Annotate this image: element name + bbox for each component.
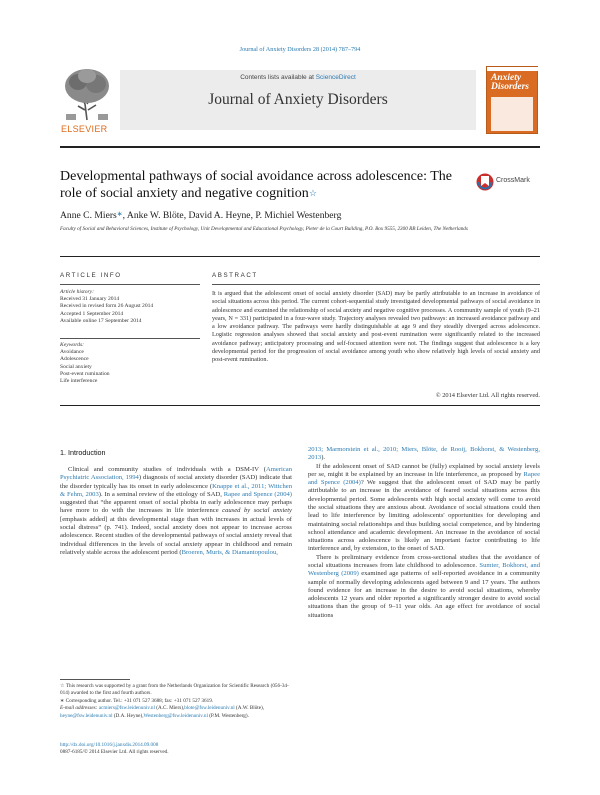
abstract-heading: ABSTRACT <box>212 272 258 279</box>
journal-banner <box>120 70 476 130</box>
corresponding-author-footnote: ∗ Corresponding author. Tel.: +31 071 527 3688; fax: +31 071 527 3619. <box>60 697 214 704</box>
body-text: ). In a seminal review of the etiology of SAD, <box>98 490 224 498</box>
intro-paragraph <box>60 466 292 557</box>
crossmark-label: CrossMark <box>496 177 530 184</box>
body-column-left <box>60 466 292 557</box>
keywords-rule <box>60 338 200 339</box>
journal-citation[interactable]: Journal of Anxiety Disorders 28 (2014) 787–794 <box>239 46 361 53</box>
keywords-label: Keywords: <box>60 342 85 348</box>
email-link[interactable]: acmiers@fsw.leidenuniv.nl <box>98 705 155 712</box>
body-text: suggested that “the apparent onset of social phobia in early adolescence may perhaps have more to do with the increases in life interference <box>60 499 292 515</box>
emphasis-text: caused by social anxiety <box>222 507 292 515</box>
crossmark-icon <box>476 172 494 192</box>
author-name: P. Michiel Westenberg <box>255 210 342 221</box>
title-footnote-mark[interactable]: ☆ <box>308 188 317 198</box>
abstract-rule <box>212 284 540 285</box>
author-name: David A. Heyne <box>188 210 251 221</box>
journal-name: Journal of Anxiety Disorders <box>208 91 388 108</box>
info-rule <box>60 284 200 285</box>
cover-content-block <box>491 97 533 131</box>
keywords <box>60 342 200 385</box>
abstract-copyright: © 2014 Elsevier Ltd. All rights reserved. <box>435 392 540 399</box>
journal-cover-thumbnail <box>486 66 538 134</box>
citation-link[interactable]: American Psychiatric Association, 1994 <box>60 466 292 482</box>
funding-footnote: ☆ This research was supported by a grant from the Netherlands Organization for Scientific Research (056-34-014) awarded to the first and fourth authors. <box>60 683 289 697</box>
email-owner: (P.M. Westenberg). <box>207 712 249 719</box>
body-text: If the adolescent onset of SAD cannot be (fully) explained by social anxiety levels per se, might it be explained by an increase in life interference, as proposed by <box>308 462 540 478</box>
keyword: Adolescence <box>60 356 89 363</box>
history-item: Received 31 January 2014 <box>60 296 120 303</box>
citation-link[interactable]: Broeren, Muris, & Diamantopoulou, <box>181 548 278 556</box>
contents-line <box>120 74 476 81</box>
body-text: Clinical and community studies of individuals with a DSM-IV ( <box>68 466 266 473</box>
article-title-text: Developmental pathways of social avoidance across adolescence: The role of social anxiety and negative cognition <box>60 169 452 201</box>
cover-title: Anxiety Disorders <box>491 73 530 92</box>
history-item: Received in revised form 26 August 2014 <box>60 303 154 310</box>
footnotes <box>60 683 292 720</box>
history-item: Accepted 1 September 2014 <box>60 310 124 317</box>
sciencedirect-link[interactable]: ScienceDirect <box>315 74 356 81</box>
publisher-name: ELSEVIER <box>61 124 108 134</box>
body-text: [emphasis added] at this developmental stage than with increases in actual levels of social distress” (p. 741). Indeed, social anxiety does not appear to increase across adolescence. Recent studies of the developmental pathways of social anxiety reveal that individual differences in the levels of social anxiety appear in childhood and remain relatively stable across the adolescent period ( <box>60 515 292 556</box>
article-title <box>60 168 470 202</box>
citation-link[interactable]: Sumter, Bokhorst, and Westenberg (2009) <box>308 561 540 578</box>
body-text: ) diagnosis of social anxiety disorder (SAD) indicate that the disorder typically has its onset in early adolescence ( <box>60 474 292 490</box>
citation-link[interactable]: 2013; Marmorstein et al., 2010; Miers, Blöte, de Rooij, Bokhorst, & Westenberg, 2013 <box>308 446 540 462</box>
email-link[interactable]: heyne@fsw.leidenuniv.nl <box>60 712 113 719</box>
body-column-right <box>308 446 540 620</box>
footnote-rule <box>60 679 130 680</box>
intro-paragraph <box>308 554 540 620</box>
contents-prefix: Contents lists available at <box>240 74 316 81</box>
journal-masthead <box>60 64 540 140</box>
citation-link[interactable]: Rapee and Spence (2004) <box>223 490 293 498</box>
body-text: examined age patterns of self-reported avoidance in a community sample of normally developing adolescents aged between 9 and 17 years. The authors found evidence for an increase in the desire to avoid social situations, whereby adolescents 12 years and older reported a significantly stronger desire to avoid social situations than the group of 9–11 year olds. An age effect for avoidance of social situations <box>308 570 540 619</box>
masthead-rule <box>60 146 540 148</box>
crossmark-badge[interactable] <box>476 172 546 192</box>
doi-link[interactable]: http://dx.doi.org/10.1016/j.janxdis.2014.09.008 <box>60 742 159 748</box>
author-affiliation: Faculty of Social and Behavioral Sciences, Institute of Psychology, Unit Developmental and Educational Psychology, Pieter de la Court Building, P.O. Box 9555, 2300 RB Leiden, The Netherlands <box>60 226 468 232</box>
author-list: Anne C. Miers∗, Anke W. Blöte, David A. Heyne, P. Michiel Westenberg <box>60 210 342 221</box>
email-owner: (D.A. Heyne), <box>112 712 144 719</box>
citation-link[interactable]: Knappe et al., 2011; Wittchen & Fehm, 2003 <box>60 482 292 498</box>
keyword: Social anxiety <box>60 363 92 370</box>
intro-paragraph-continued: 2013; Marmorstein et al., 2010; Miers, Blöte, de Rooij, Bokhorst, & Westenberg, 2013). <box>308 446 540 462</box>
keyword: Post-event rumination <box>60 370 110 377</box>
author-name: Anke W. Blöte <box>126 210 184 221</box>
abstract-text: It is argued that the adolescent onset of social anxiety disorder (SAD) may be partly attributable to an increase in avoidance of social situations across this period. The current cohort-sequential study investigated developmental pathways of social avoidance in adolescence and examined the relationship of social anxiety and negative cognitive processes. A community sample of youth (9–21 years, N = 331) participated in a four-wave study. Trajectory analyses revealed two pathways: an increased avoidance pathway and a low avoidance pathway. The pathways were hardly distinguishable at age 9 and they steadily diverged across adolescence. Logistic regression analyses showed that social anxiety and post-event rumination were significantly related to the increased avoidance pathway; anticipatory processing and self-focused attention were not. The findings suggest that adolescence is a key developmental period for the progression of social avoidance among youth who show relatively high levels of social anxiety and post-event rumination. <box>212 290 540 364</box>
abstract-bottom-rule <box>60 405 540 406</box>
history-label: Article history: <box>60 289 95 295</box>
corresponding-author-mark[interactable]: ∗ <box>116 210 123 218</box>
email-label: E-mail addresses: <box>60 705 99 712</box>
email-owner: (A.C. Miers), <box>154 705 185 712</box>
keyword: Life interference <box>60 378 98 385</box>
section-heading-introduction: 1. Introduction <box>60 448 106 457</box>
cover-top-bar <box>487 67 539 71</box>
email-link[interactable]: Westenberg@fsw.leidenuniv.nl <box>143 712 208 719</box>
article-history <box>60 289 200 325</box>
header-bottom-rule <box>60 256 540 257</box>
email-footnote <box>60 705 292 720</box>
article-info-heading: ARTICLE INFO <box>60 272 122 279</box>
author-name: Anne C. Miers <box>60 210 117 221</box>
citation-link[interactable]: Rapee and Spence (2004) <box>308 470 540 487</box>
intro-paragraph <box>308 463 540 554</box>
doi-block <box>60 742 292 757</box>
issn-line: 0887-6185/© 2014 Elsevier Ltd. All rights reserved. <box>60 749 169 756</box>
body-text: There is preliminary evidence from cross-sectional studies that the avoidance of social situations increases from late childhood to adolescence. <box>308 553 540 569</box>
body-text: ? We suggest that the adolescent onset of SAD may be partly attributable to an increase in the avoidance of feared social situations across this developmental period. Some adolescents with high social anxiety will come to avoid the social situations they are anxious about. Avoidance of social situations could then lead to life interference by limiting adolescents' opportunities for developing and maintaining social relationships and thus building social competence, and by hindering school attendance and academic development. An increase in the avoidance of social situations across adolescence is likely an important factor contributing to life interference and, by extension, to the onset of SAD. <box>308 479 541 553</box>
keyword: Avoidance <box>60 349 84 356</box>
history-item: Available online 17 September 2014 <box>60 317 142 324</box>
email-link[interactable]: blote@fsw.leidenuniv.nl <box>184 705 235 712</box>
email-owner: (A.W. Blöte), <box>234 705 265 712</box>
